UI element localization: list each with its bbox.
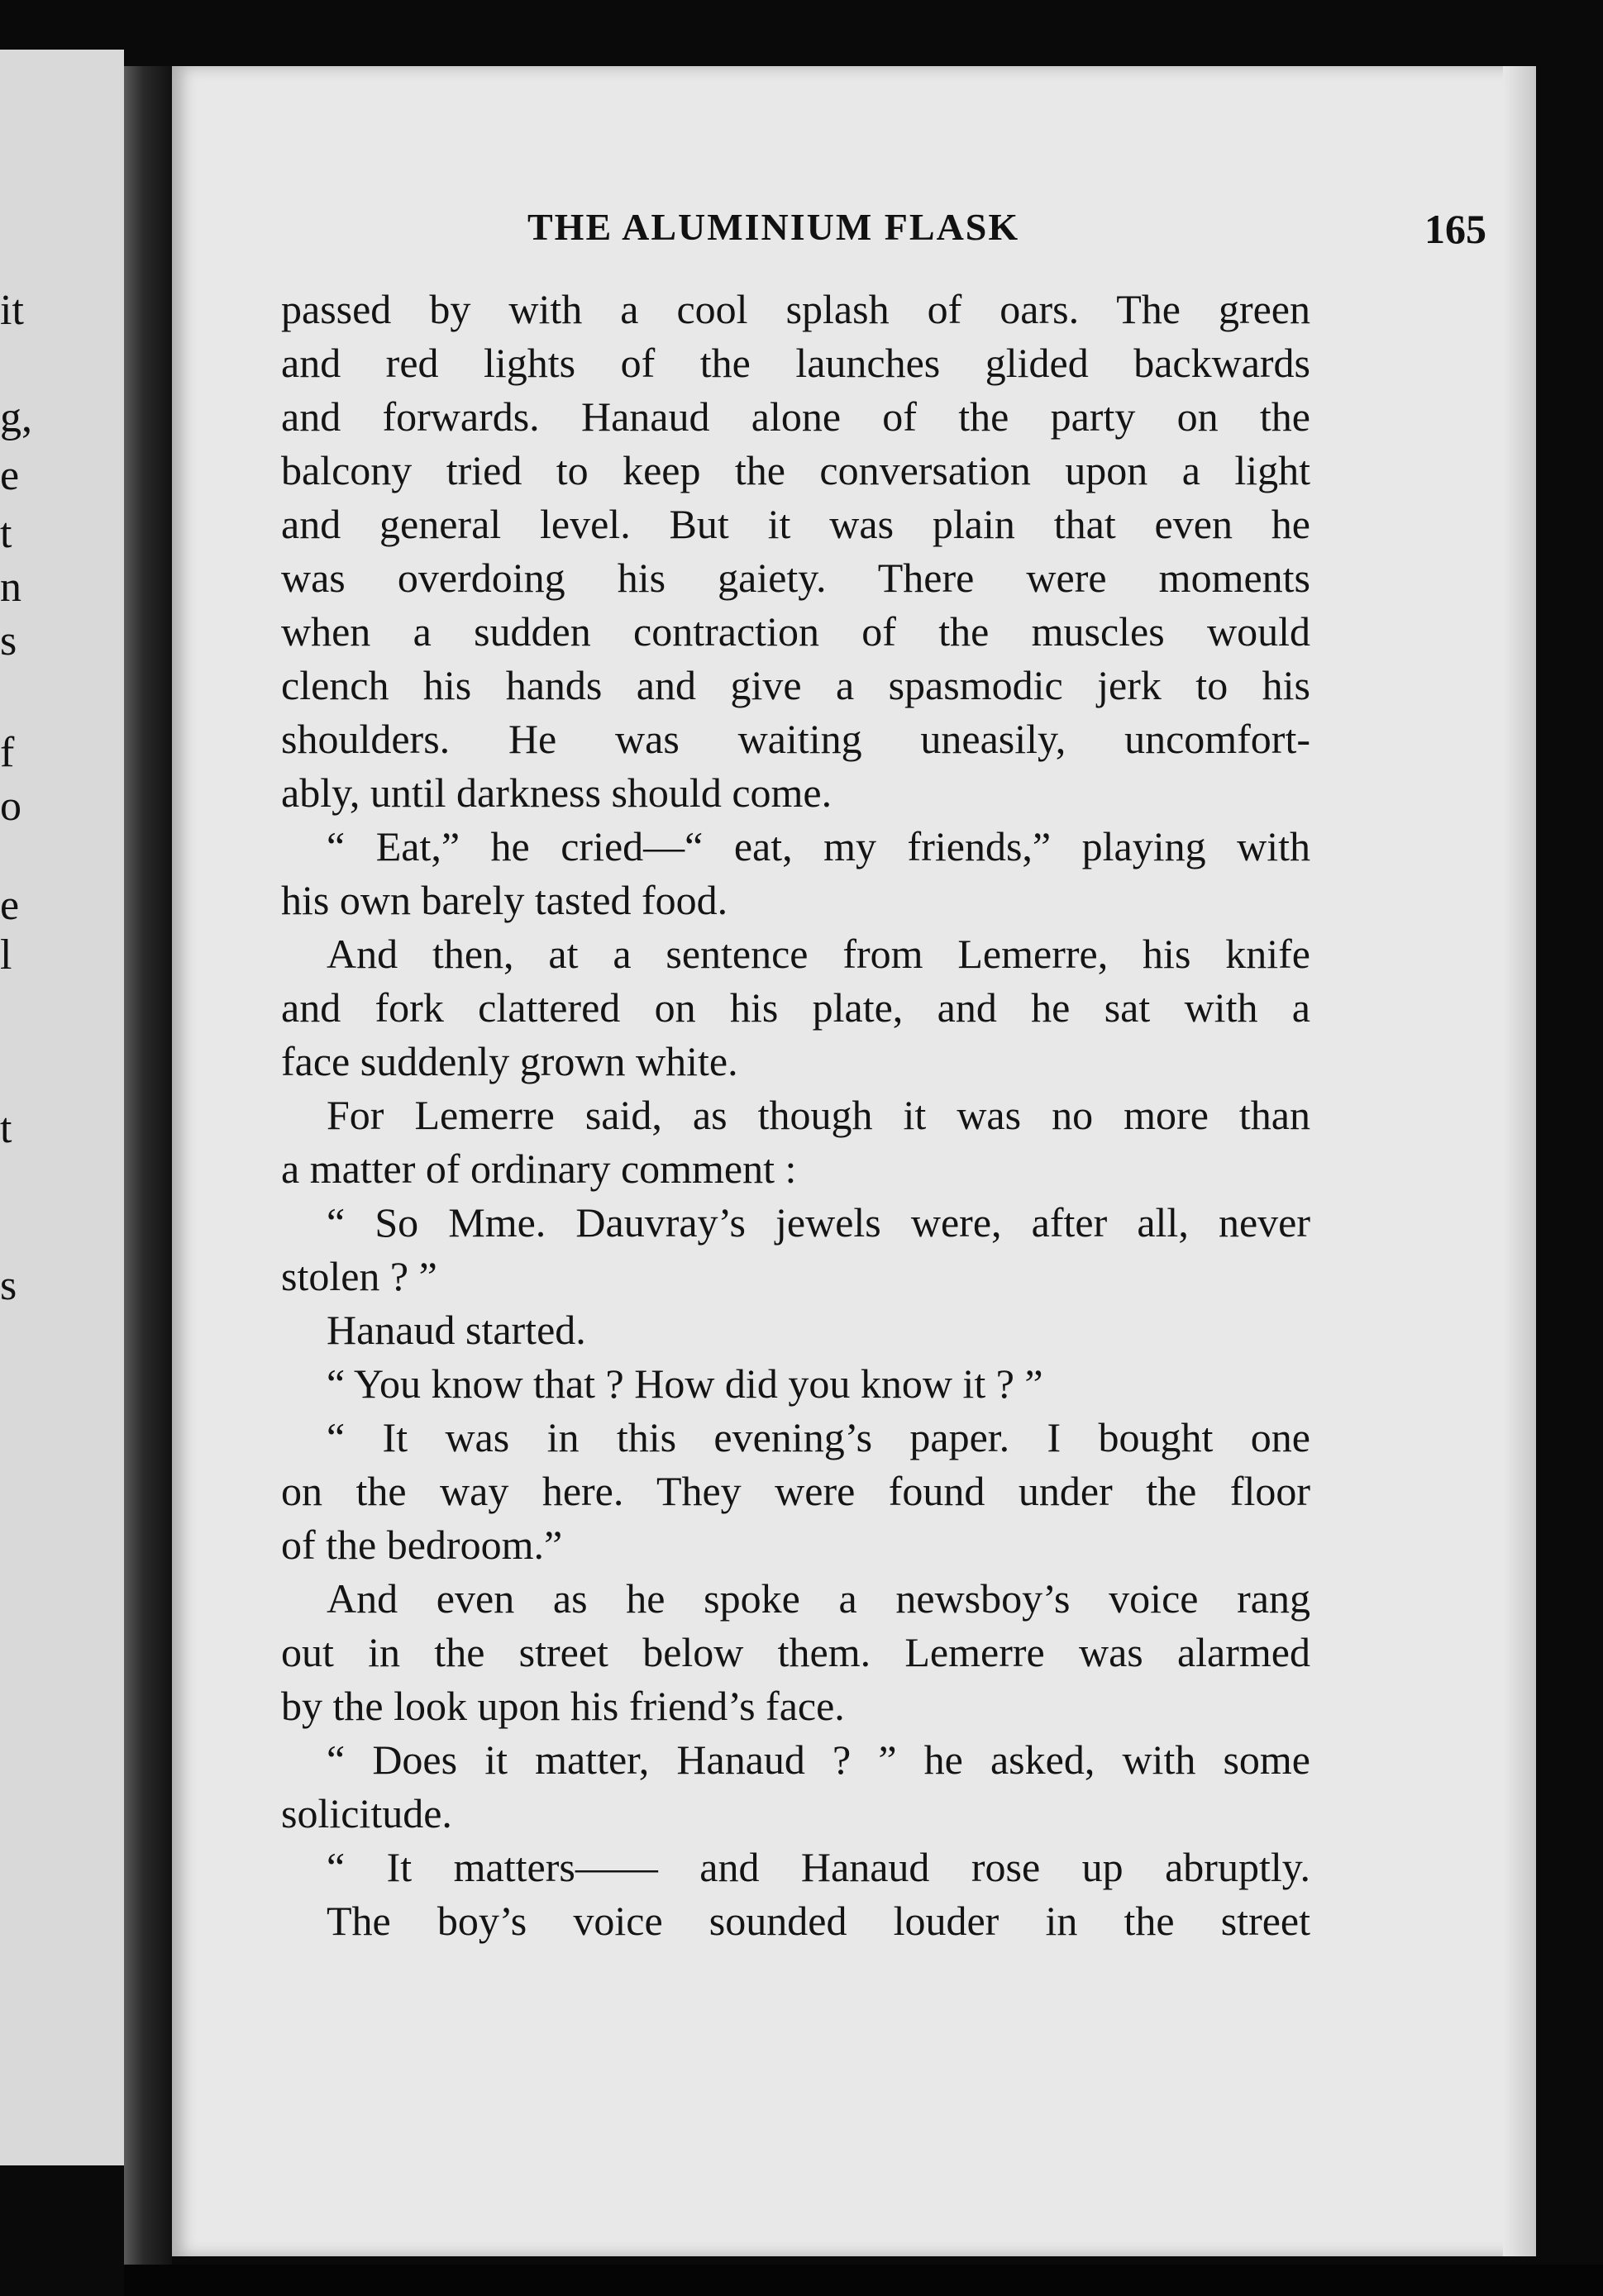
text-line: face suddenly grown white.: [281, 1038, 738, 1084]
text-line: out in the street below them. Lemerre was alarmed: [281, 1629, 1310, 1675]
left-fragment: t: [0, 510, 12, 557]
text-line: “ It matters—— and Hanaud rose up abruptly.: [327, 1844, 1310, 1890]
text-line: “ So Mme. Dauvray’s jewels were, after all, never: [327, 1199, 1310, 1246]
paragraph: [281, 1733, 1310, 1841]
text-line: And then, at a sentence from Lemerre, his knife: [327, 931, 1310, 977]
left-fragment: e: [0, 452, 20, 499]
text-line: on the way here. They were found under the floor: [281, 1468, 1310, 1514]
left-fragment: s: [0, 617, 17, 665]
text-line: The boy’s voice sounded louder in the street: [327, 1898, 1310, 1944]
paragraph: [281, 927, 1310, 1088]
text-line: Hanaud started.: [327, 1307, 586, 1353]
left-fragment: l: [0, 931, 12, 979]
page-number: 165: [1424, 206, 1486, 252]
text-line: was overdoing his gaiety. There were moments: [281, 555, 1310, 601]
text-line: balcony tried to keep the conversation upon a light: [281, 447, 1310, 493]
book-gutter: [124, 66, 172, 2265]
left-fragment: g,: [0, 394, 32, 441]
text-line: And even as he spoke a newsboy’s voice rang: [327, 1575, 1310, 1622]
running-head: [527, 205, 1486, 271]
running-title: THE ALUMINIUM FLASK: [527, 206, 1020, 248]
left-fragment: it: [0, 287, 24, 334]
left-fragment: n: [0, 564, 21, 611]
page-edge-shadow: [1503, 66, 1536, 2256]
right-page: [172, 66, 1536, 2256]
text-line: when a sudden contraction of the muscles would: [281, 608, 1310, 655]
text-line: solicitude.: [281, 1790, 452, 1836]
text-line: For Lemerre said, as though it was no more than: [327, 1092, 1310, 1138]
text-line: “ Does it matter, Hanaud ? ” he asked, with some: [327, 1736, 1310, 1783]
left-fragment: t: [0, 1105, 12, 1152]
left-fragment: o: [0, 783, 21, 830]
left-fragment: e: [0, 882, 20, 929]
text-line: and forwards. Hanaud alone of the party on the: [281, 393, 1310, 440]
text-line: stolen ? ”: [281, 1253, 437, 1299]
paragraph: [281, 1303, 1310, 1357]
text-line: ably, until darkness should come.: [281, 769, 833, 816]
paragraph: [281, 1357, 1310, 1411]
left-fragment: s: [0, 1262, 17, 1309]
scan-bottom-edge: [124, 2265, 1603, 2296]
paragraph: [281, 820, 1310, 927]
left-fragment: f: [0, 729, 15, 776]
text-line: a matter of ordinary comment :: [281, 1146, 797, 1192]
paragraph: [281, 1411, 1310, 1572]
paragraph: [281, 283, 1310, 820]
text-line: and red lights of the launches glided backwards: [281, 340, 1310, 386]
text-line: clench his hands and give a spasmodic jerk to his: [281, 662, 1310, 708]
text-line: “ You know that ? How did you know it ? ”: [327, 1360, 1043, 1407]
body-text: [281, 283, 1310, 1948]
text-line: by the look upon his friend’s face.: [281, 1683, 845, 1729]
paragraph: [281, 1088, 1310, 1196]
paragraph: [281, 1841, 1310, 1894]
text-line: and general level. But it was plain that even he: [281, 501, 1310, 547]
text-line: his own barely tasted food.: [281, 877, 728, 923]
paragraph: [281, 1894, 1310, 1948]
paragraph: [281, 1196, 1310, 1303]
text-line: “ It was in this evening’s paper. I bought one: [327, 1414, 1310, 1460]
left-page-fragments: [0, 50, 124, 2165]
text-line: passed by with a cool splash of oars. The green: [281, 286, 1310, 332]
paragraph: [281, 1572, 1310, 1733]
text-line: shoulders. He was waiting uneasily, uncomfort-: [281, 716, 1310, 762]
text-line: and fork clattered on his plate, and he sat with a: [281, 984, 1310, 1031]
left-facing-page: [0, 50, 124, 2165]
text-line: of the bedroom.”: [281, 1522, 563, 1568]
text-line: “ Eat,” he cried—“ eat, my friends,” playing with: [327, 823, 1310, 869]
